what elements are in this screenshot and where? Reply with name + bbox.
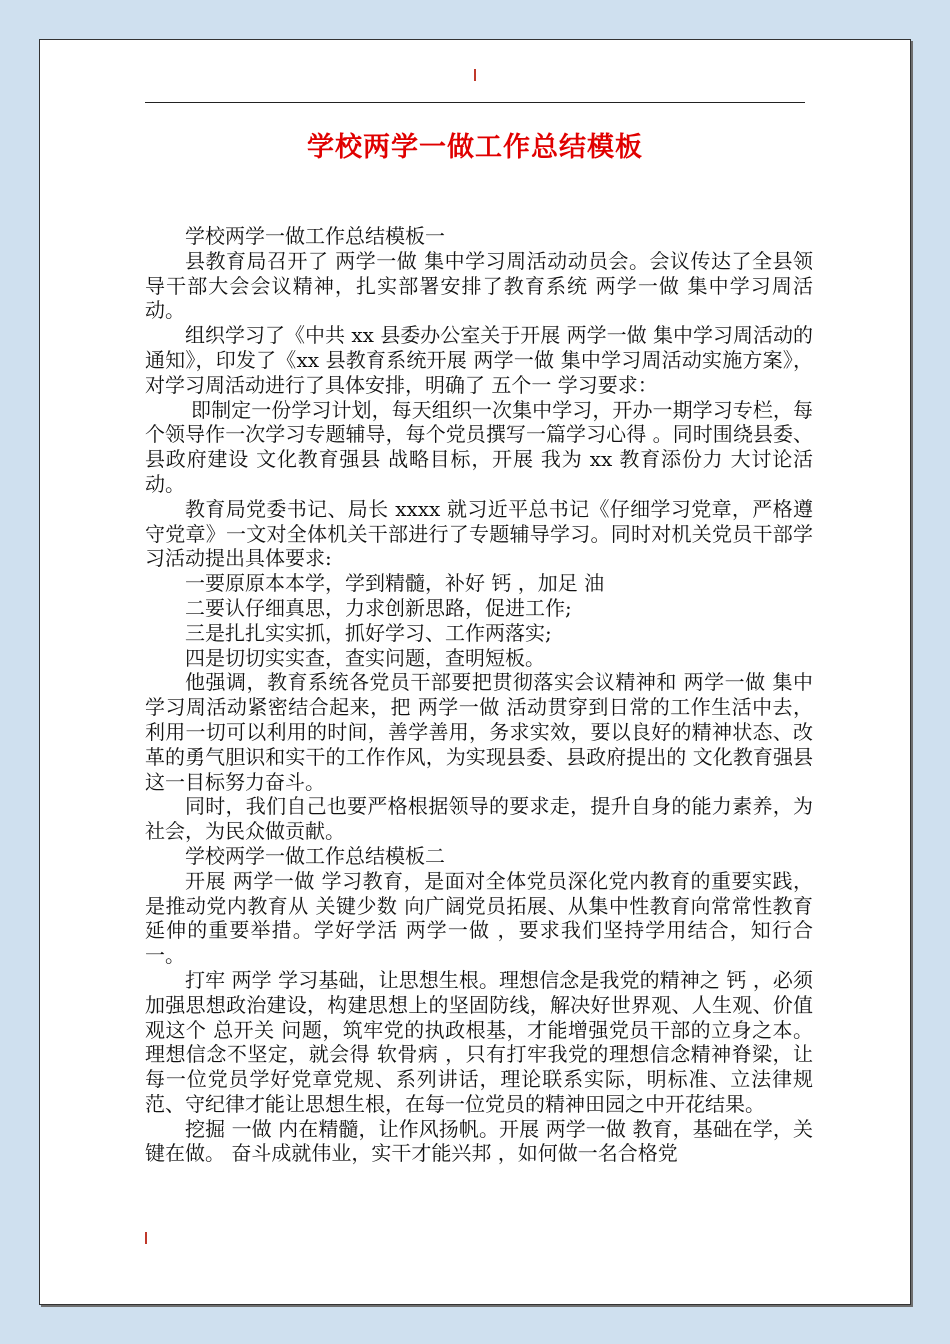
header-rule [145, 102, 805, 103]
paragraph: 教育局党委书记、局长 xxxx 就习近平总书记《仔细学习党章，严格遵守党章》一文对全体机关干部进行了专题辅导学习。同时对机关党员干部学习活动提出具体要求: [145, 496, 813, 571]
list-item: 三是扎扎实实抓，抓好学习、工作两落实; [185, 620, 552, 645]
paragraph: 即制定一份学习计划，每天组织一次集中学习，开办一期学习专栏，每个领导作一次学习专题辅导，每个党员撰写一篇学习心得 。同时围绕县委、县政府建设 文化教育强县 战略目标，开展 我为 xx 教育添份力 大讨论活动。 [145, 397, 813, 496]
list-item: 二要认仔细真思，力求创新思路，促进工作; [185, 595, 572, 620]
paragraph: 同时，我们自己也要严格根据领导的要求走，提升自身的能力素养，为社会，为民众做贡献。 [145, 794, 813, 844]
paragraph: 挖掘 一做 内在精髓，让作风扬帆。开展 两学一做 教育，基础在学，关键在做。 奋斗成就伟业，实干才能兴邦 ，如何做一名合格党 [145, 1116, 813, 1166]
paragraph: 县教育局召开了 两学一做 集中学习周活动动员会。会议传达了全县领导干部大会会议精神，扎实部署安排了教育系统 两学一做 集中学习周活动。 [145, 248, 813, 323]
document-title: 学校两学一做工作总结模板 [307, 132, 643, 163]
paragraph: 开展 两学一做 学习教育，是面对全体党员深化党内教育的重要实践，是推动党内教育从 关键少数 向广阔党员拓展、从集中性教育向常常性教育延伸的重要举措。学好学活 两学一做 ，要求我们坚持学用结合，知行合一。 [145, 868, 813, 968]
header-mark [474, 69, 476, 81]
paragraph: 他强调，教育系统各党员干部要把贯彻落实会议精神和 两学一做 集中学习周活动紧密结合起来，把 两学一做 活动贯穿到日常的工作生活中去，利用一切可以利用的时间，善学善用，务求实效，要以良好的精神状态、改革的勇气胆识和实干的工作作风，为实现县委、县政府提出的 文化教育强县 这一目标努力奋斗。 [145, 670, 813, 794]
paragraph: 组织学习了《中共 xx 县委办公室关于开展 两学一做 集中学习周活动的通知》，印发了《xx 县教育系统开展 两学一做 集中学习周活动实施方案》，对学习周活动进行了具体安排，明确了 五个一 学习要求： [145, 323, 813, 397]
section-heading-2: 学校两学一做工作总结模板二 [185, 843, 445, 868]
document-body [145, 224, 813, 1166]
list-item: 一要原原本本学，学到精髓，补好 钙 ，加足 油 [185, 571, 605, 596]
section-heading-1: 学校两学一做工作总结模板一 [185, 224, 445, 248]
list-item: 四是切切实实查，查实问题，查明短板。 [185, 645, 545, 670]
footer-mark [145, 1232, 147, 1244]
paragraph: 打牢 两学 学习基础，让思想生根。理想信念是我党的精神之 钙 ，必须加强思想政治建设，构建思想上的坚固防线，解决好世界观、人生观、价值观这个 总开关 问题，筑牢党的执政根基，才能增强党员干部的立身之本。理想信念不坚定，就会得 软骨病 ，只有打牢我党的理想信念精神脊梁，让每一位党员学好党章党规、系列讲话，理论联系实际，明标准、立法律规范、守纪律才能让思想生根，在每一位党员的精神田园之中开花结果。 [145, 967, 813, 1116]
